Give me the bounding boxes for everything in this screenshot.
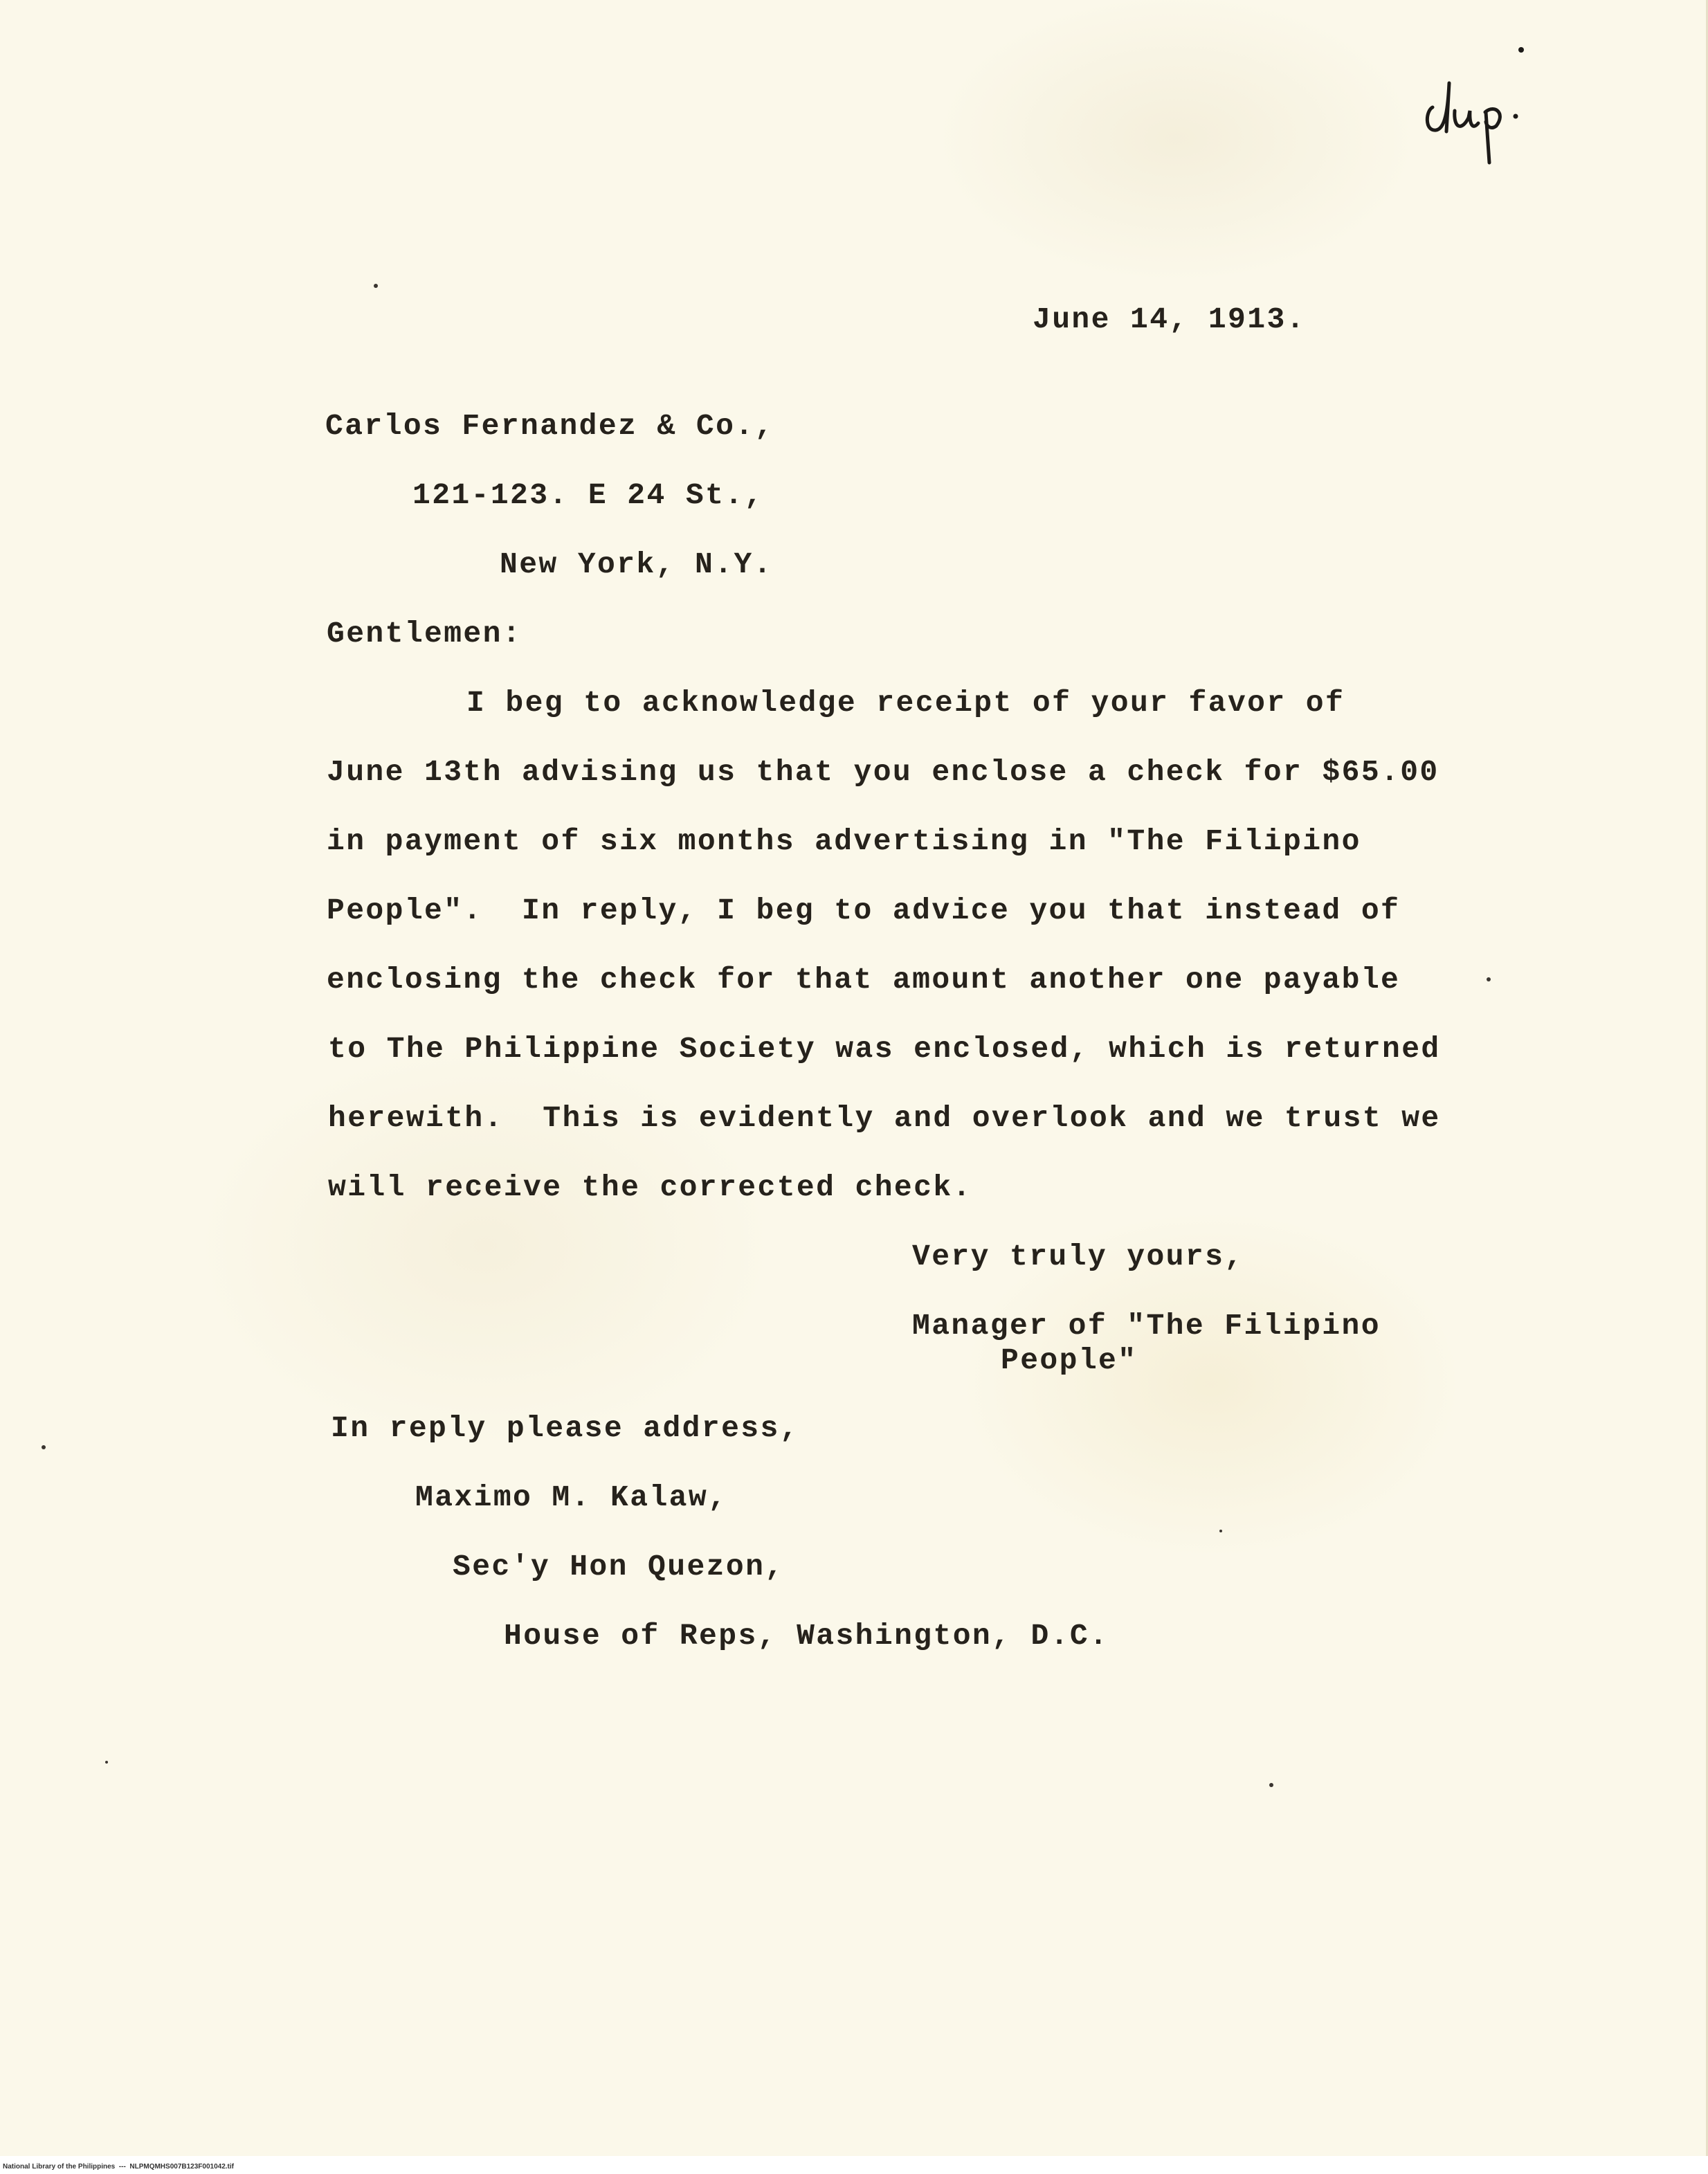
body-line: to The Philippine Society was enclosed, which is returned	[328, 1032, 1441, 1066]
body-line: June 13th advising us that you enclose a check for $65.00	[327, 755, 1439, 789]
body-line: will receive the corrected check.	[328, 1170, 972, 1204]
body-line: People". In reply, I beg to advice you that instead of	[327, 894, 1401, 927]
reply-title: Sec'y Hon Quezon,	[453, 1550, 785, 1584]
archive-label: National Library of the Philippines	[3, 2163, 116, 2171]
body-line: enclosing the check for that amount another one payable	[327, 963, 1401, 997]
salutation: Gentlemen:	[327, 617, 523, 651]
archive-footer: National Library of the Philippines --- NLPMQMHS007B123F001042.tif	[3, 2163, 234, 2171]
body-line: I beg to acknowledge receipt of your favor of	[466, 686, 1345, 720]
paper-speck	[1219, 1530, 1222, 1532]
body-line: in payment of six months advertising in "The Filipino	[327, 824, 1361, 858]
signature-line: Manager of "The Filipino	[912, 1309, 1381, 1343]
paper-speck	[374, 284, 378, 288]
signature-line: People"	[1001, 1343, 1138, 1377]
recipient-city: New York, N.Y.	[500, 547, 773, 581]
recipient-name: Carlos Fernandez & Co.,	[325, 409, 774, 443]
paper-speck	[1269, 1783, 1273, 1787]
closing: Very truly yours,	[912, 1240, 1244, 1274]
paper-speck	[1487, 977, 1491, 981]
handwritten-dup-note	[1419, 42, 1543, 173]
file-id: NLPMQMHS007B123F001042.tif	[129, 2163, 234, 2171]
recipient-street: 121-123. E 24 St.,	[412, 478, 764, 512]
letter-date: June 14, 1913.	[1033, 302, 1306, 336]
body-line: herewith. This is evidently and overlook and we trust we	[328, 1101, 1441, 1135]
paper-speck	[42, 1445, 46, 1449]
reply-intro: In reply please address,	[331, 1411, 799, 1445]
paper-speck	[105, 1761, 108, 1764]
reply-location: House of Reps, Washington, D.C.	[504, 1619, 1109, 1653]
footer-bar	[0, 2156, 1708, 2174]
reply-name: Maximo M. Kalaw,	[415, 1480, 728, 1514]
